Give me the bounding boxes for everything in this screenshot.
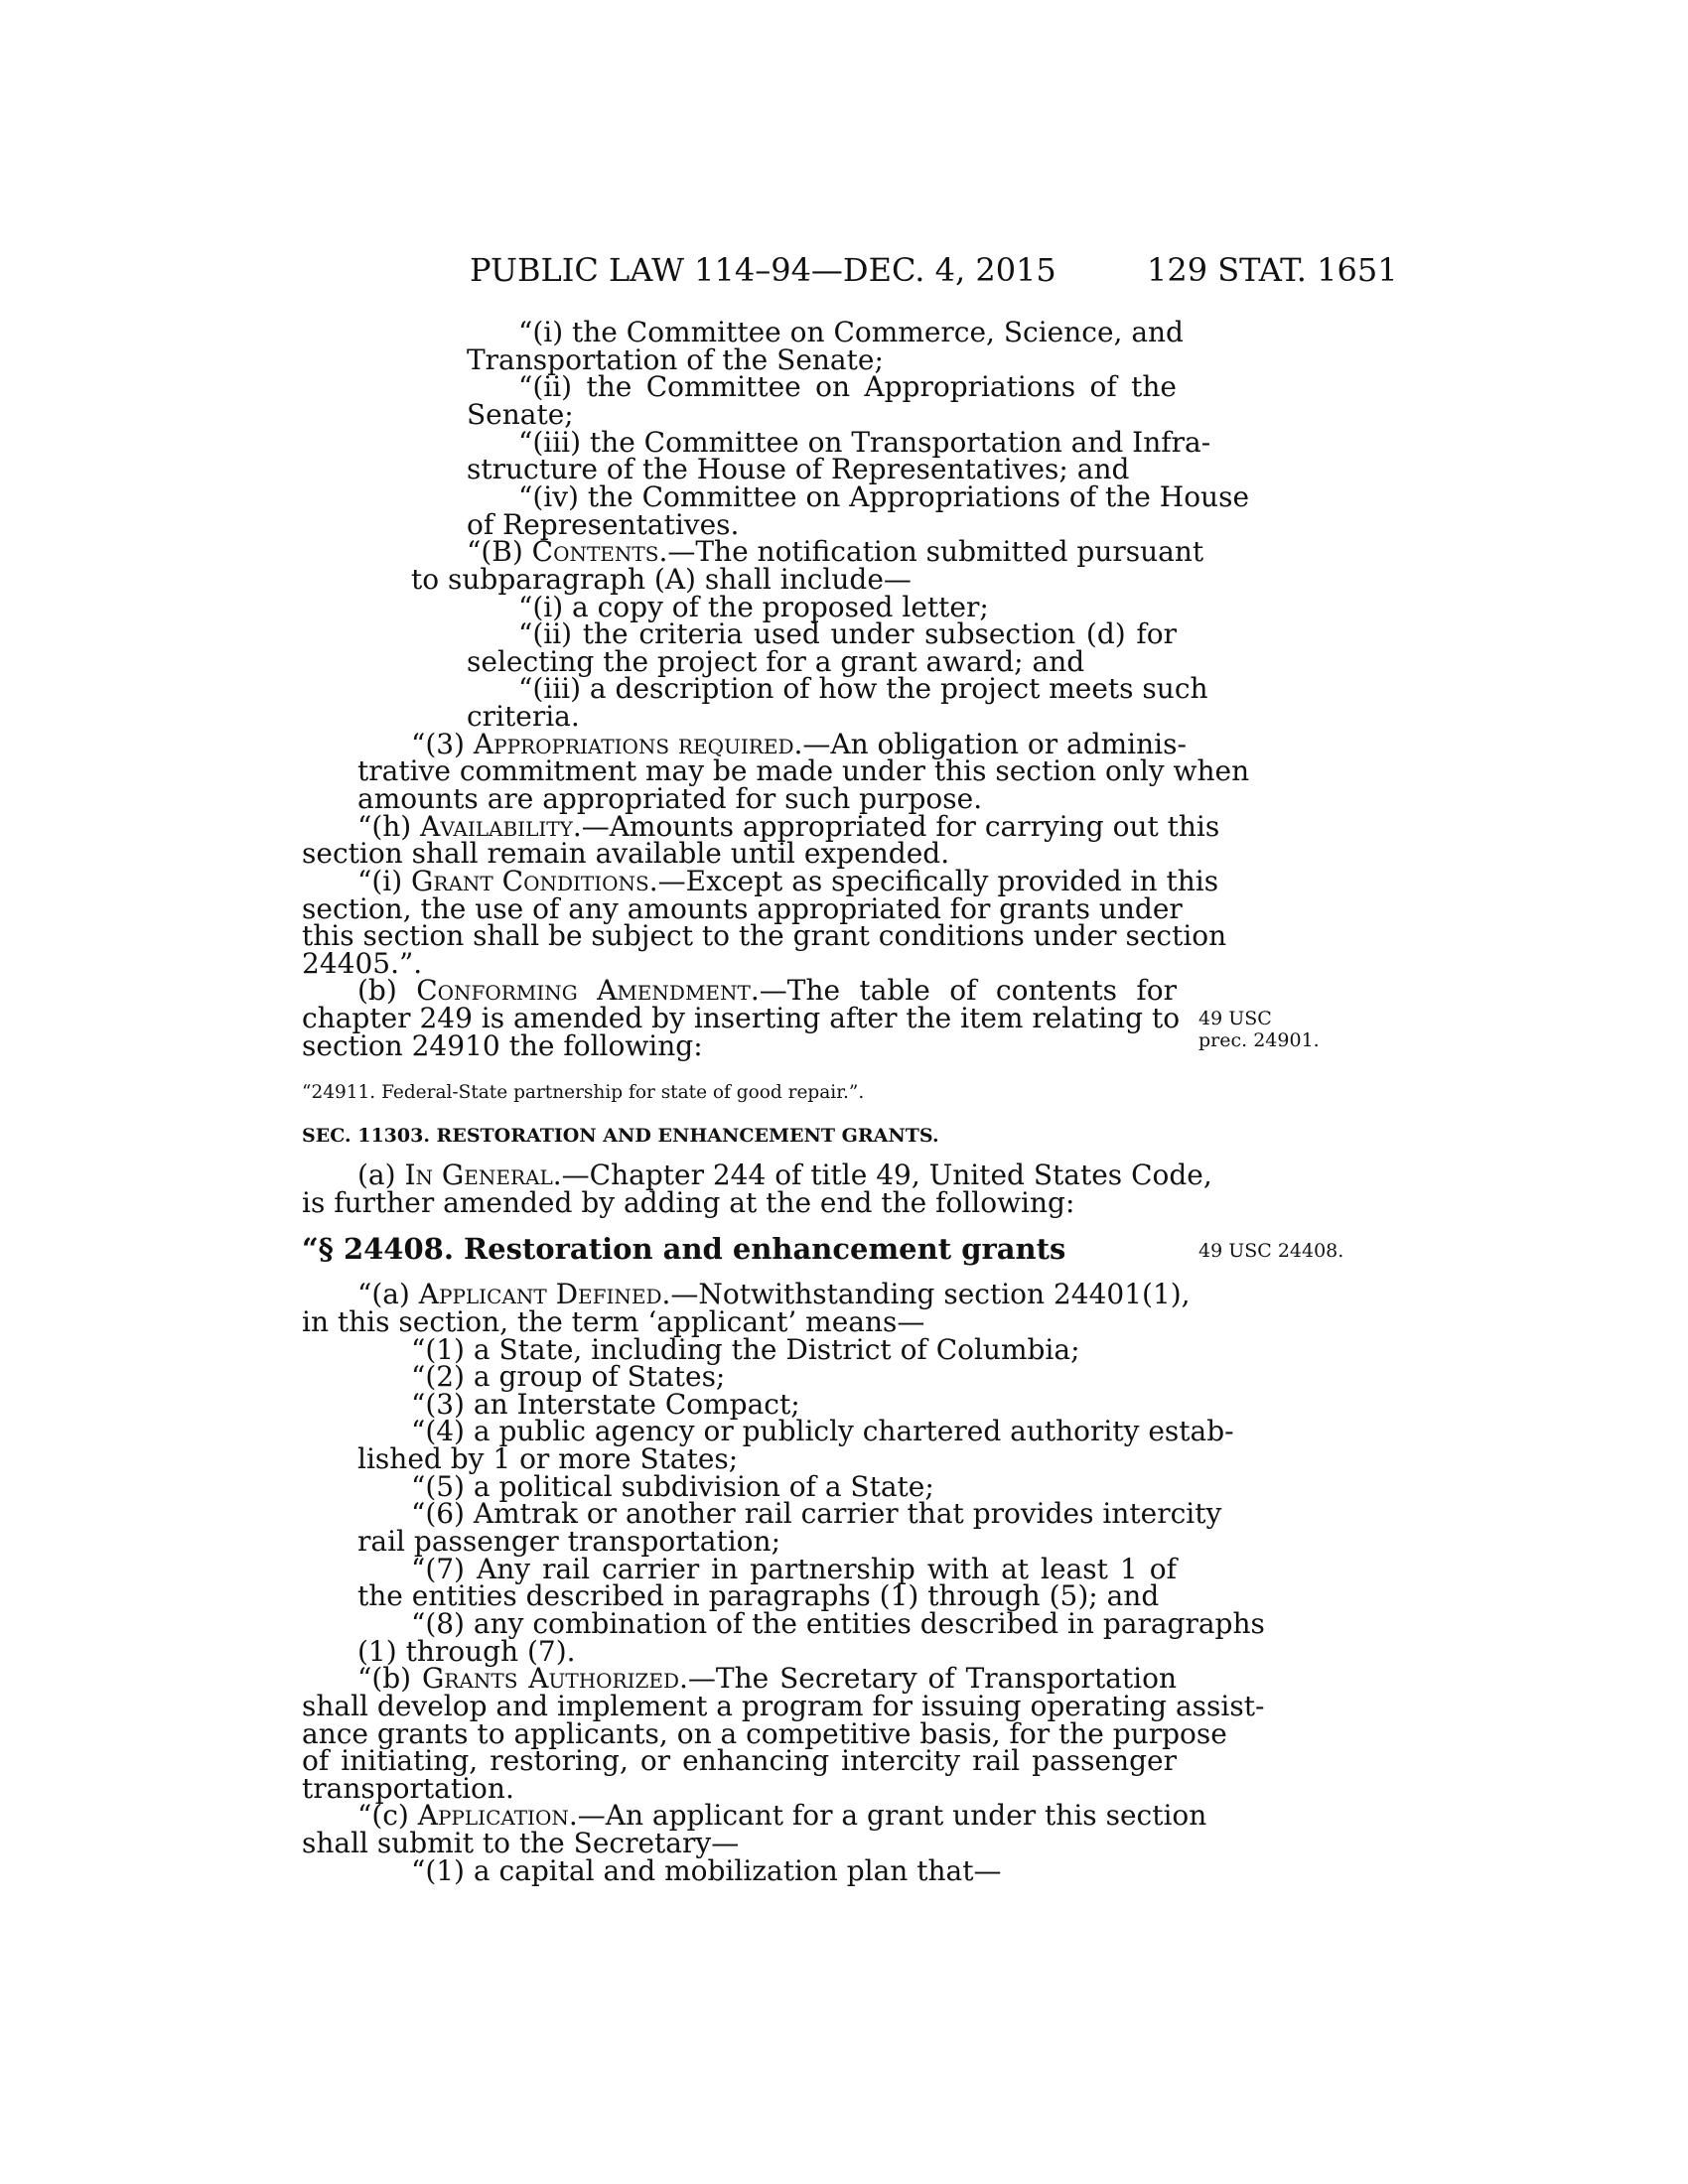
text-line: “(i) the Committee on Commerce, Science, and (518, 316, 1184, 348)
text-line: (1) through (7). (357, 1635, 576, 1668)
text-line: “(iii) the Committee on Transportation and Infra- (518, 426, 1211, 459)
text-line: “(3) Appropriations required.—An obligation or adminis- (411, 728, 1187, 760)
text-line: (b) Conforming Amendment.—The table of contents for (357, 974, 1177, 1007)
text-line: amounts are appropriated for such purpose. (357, 782, 983, 815)
text-line: to subparagraph (A) shall include— (411, 563, 912, 596)
text-line: chapter 249 is amended by inserting after the item relating to (302, 1002, 1181, 1034)
running-header-left: PUBLIC LAW 114–94—DEC. 4, 2015 (470, 251, 1056, 289)
text-line: (a) In General.—Chapter 244 of title 49, United States Code, (357, 1159, 1212, 1191)
text-line: Senate; (467, 398, 574, 431)
text-line: transportation. (302, 1772, 514, 1805)
text-line: “(a) Applicant Defined.—Notwithstanding section 24401(1), (357, 1278, 1191, 1310)
text-line: shall submit to the Secretary— (302, 1827, 740, 1859)
text-line: “(7) Any rail carrier in partnership with at least 1 of (411, 1553, 1177, 1585)
text-line: “(2) a group of States; (411, 1360, 726, 1393)
text-line: trative commitment may be made under this section only when (357, 754, 1250, 787)
toc-entry: “24911. Federal-State partnership for state of good repair.”. (302, 1082, 865, 1103)
text-line: “(1) a State, including the District of Columbia; (411, 1333, 1080, 1366)
text-line: “(1) a capital and mobilization plan that— (411, 1854, 1002, 1887)
margin-note: 49 USC (1198, 1008, 1272, 1029)
text-line: section 24910 the following: (302, 1029, 703, 1062)
text-line: “(b) Grants Authorized.—The Secretary of Transportation (357, 1662, 1177, 1695)
text-line: “(6) Amtrak or another rail carrier that provides intercity (411, 1497, 1222, 1530)
text-line: “(3) an Interstate Compact; (411, 1388, 800, 1421)
margin-note: prec. 24901. (1198, 1029, 1320, 1051)
text-line: Transportation of the Senate; (467, 343, 884, 376)
text-line: criteria. (467, 700, 580, 733)
text-line: lished by 1 or more States; (357, 1442, 739, 1475)
text-line: “(ii) the Committee on Appropriations of the (518, 370, 1177, 403)
page-number: 129 STAT. 1651 (1147, 251, 1398, 289)
text-line: in this section, the term ‘applicant’ means— (302, 1305, 925, 1338)
text-line: “(ii) the criteria used under subsection (d) for (518, 617, 1177, 650)
text-line: 24405.”. (302, 947, 423, 980)
text-line: selecting the project for a grant award; and (467, 645, 1085, 678)
code-section-title: “§ 24408. Restoration and enhancement grants (302, 1232, 1066, 1266)
text-line: of Representatives. (467, 508, 740, 541)
text-line: is further amended by adding at the end the following: (302, 1186, 1075, 1219)
text-line: shall develop and implement a program for issuing operating assist- (302, 1690, 1265, 1722)
section-heading: SEC. 11303. RESTORATION AND ENHANCEMENT GRANTS. (302, 1125, 939, 1147)
text-line: “(8) any combination of the entities described in paragraphs (411, 1607, 1265, 1640)
text-line: “(iii) a description of how the project meets such (518, 672, 1208, 705)
text-line: “(iv) the Committee on Appropriations of the House (518, 480, 1250, 513)
text-line: “(h) Availability.—Amounts appropriated for carrying out this (357, 810, 1220, 843)
text-line: “(5) a political subdivision of a State; (411, 1470, 934, 1503)
text-line: section shall remain available until expended. (302, 837, 950, 870)
text-line: “(c) Application.—An applicant for a grant under this section (357, 1799, 1207, 1832)
text-line: of initiating, restoring, or enhancing intercity rail passenger (302, 1744, 1177, 1777)
text-line: “(4) a public agency or publicly chartered authority estab- (411, 1415, 1234, 1447)
text-line: “(i) Grant Conditions.—Except as specifically provided in this (357, 865, 1219, 897)
text-line: “(B) Contents.—The notification submitted pursuant (467, 535, 1204, 568)
margin-note: 49 USC 24408. (1198, 1240, 1344, 1262)
text-line: “(i) a copy of the proposed letter; (518, 591, 989, 623)
text-line: section, the use of any amounts appropriated for grants under (302, 892, 1183, 925)
text-line: the entities described in paragraphs (1) through (5); and (357, 1579, 1160, 1612)
text-line: this section shall be subject to the grant conditions under section (302, 919, 1227, 952)
text-line: structure of the House of Representatives; and (467, 453, 1130, 485)
text-line: rail passenger transportation; (357, 1525, 781, 1558)
text-line: ance grants to applicants, on a competitive basis, for the purpose (302, 1717, 1227, 1750)
